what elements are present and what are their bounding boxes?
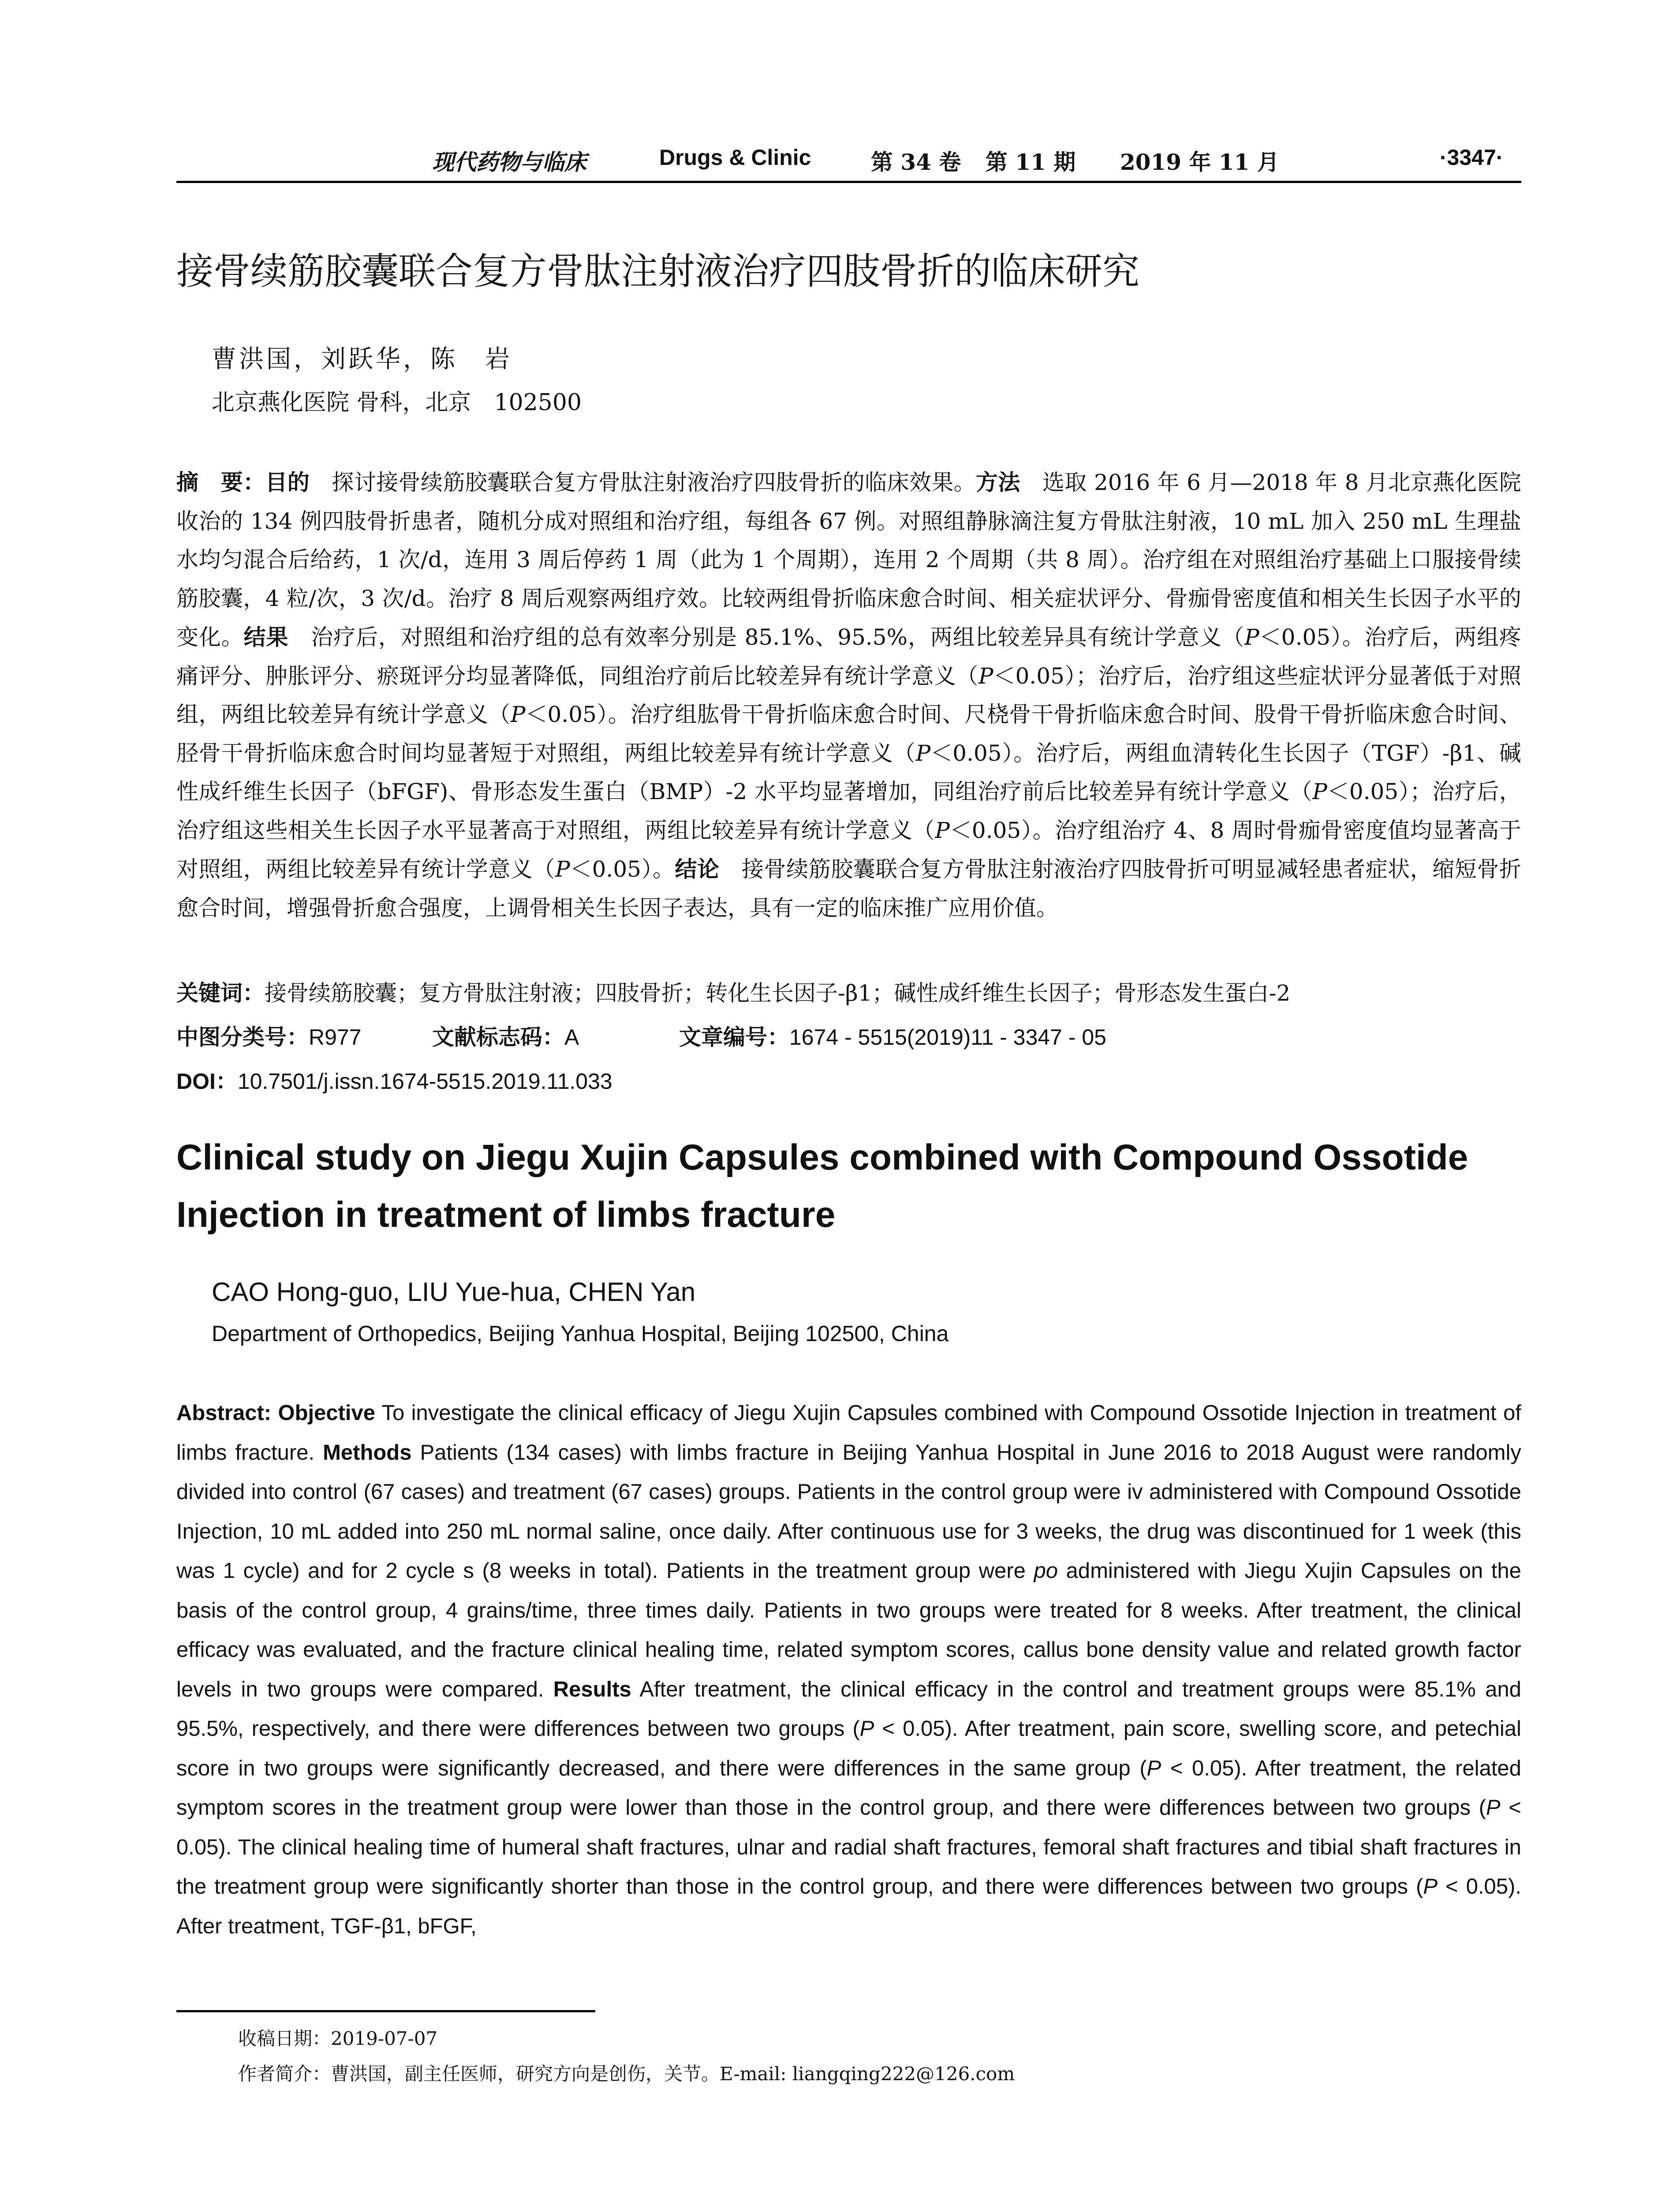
methods-label-en: Methods: [323, 1440, 412, 1465]
authors-en: CAO Hong-guo, LIU Yue-hua, CHEN Yan: [212, 1277, 696, 1307]
article-number-value: 1674 - 5515(2019)11 - 3347 - 05: [789, 1025, 1107, 1050]
article-title-en: Clinical study on Jiegu Xujin Capsules combined with Compound Ossotide Injection in treatment of limbs fracture: [176, 1137, 1468, 1235]
classification-line: [176, 1020, 1521, 1051]
results-text-cn: ＜0.05）。: [570, 856, 675, 882]
authors-cn: 曹洪国，刘跃华，陈 岩: [212, 345, 512, 374]
keywords-label: 关键词：: [176, 980, 265, 1006]
doi-link[interactable]: 10.7501/j.issn.1674-5515.2019.11.033: [237, 1069, 612, 1094]
volume: 第 34 卷: [871, 149, 961, 175]
results-text-cn: 治疗后，对照组和治疗组的总有效率分别是 85.1%、95.5%，两组比较差异具有统计学意义（: [288, 624, 1245, 650]
page-number: ·3347·: [1440, 145, 1504, 170]
results-label-cn: 结果: [243, 624, 289, 650]
methods-label-cn: 方法: [976, 469, 1020, 495]
results-text-cn: ＜0.05）。治疗后，两组疼痛评分、肿胀评分、瘀斑评分均显著降低，同组治疗前后比较差异有统计学意义（: [176, 624, 1522, 689]
article-number-field: [679, 1020, 1106, 1051]
journal-name-cn: 现代药物与临床: [432, 149, 586, 175]
abstract-label-cn: 摘 要：: [176, 469, 265, 495]
route-po: po: [1034, 1559, 1058, 1583]
p-value-symbol: P: [978, 663, 993, 689]
doc-code-field: [432, 1020, 679, 1051]
footnote-divider: [176, 2010, 595, 2012]
results-text-cn: ＜0.05）；治疗后，治疗组这些相关生长因子水平显著高于对照组，两组比较差异有统计学意义（: [176, 779, 1521, 843]
clc-label: 中图分类号：: [176, 1024, 309, 1050]
results-text-cn: ＜0.05）。治疗组治疗 4、8 周时骨痂骨密度值均显著高于对照组，两组比较差异有统计学意义（: [176, 817, 1521, 882]
results-text-en: After treatment, the clinical efficacy in the control and treatment groups were 85.1% and 95.5%, respectively, and there were differences between two groups (: [176, 1677, 1521, 1741]
doc-code-label: 文献标志码：: [432, 1024, 564, 1050]
p-value-symbol: P: [1312, 779, 1327, 804]
results-text-en: < 0.05). After treatment, TGF-β1, bFGF,: [176, 1875, 1521, 1938]
issue: 第 11 期: [986, 149, 1076, 175]
p-value-symbol: P: [1423, 1875, 1438, 1899]
results-text-en: < 0.05). After treatment, the related symptom scores in the treatment group were lower than those in the control group, and there were differences between two groups (: [176, 1756, 1521, 1820]
abstract-cn: [176, 463, 1521, 927]
objective-label-cn: 目的: [265, 469, 310, 495]
running-header: [176, 132, 1521, 183]
objective-label-en: Objective: [278, 1401, 376, 1425]
results-text-en: < 0.05). The clinical healing time of humeral shaft fractures, ulnar and radial shaft fractures, femoral shaft fractures and tibial shaft fractures in the treatment group were significantly shorter than those in the control group, and there were differences between two groups (: [176, 1796, 1521, 1899]
methods-text-cn: 选取 2016 年 6 月—2018 年 8 月北京燕化医院收治的 134 例四肢骨折患者，随机分成对照组和治疗组，每组各 67 例。对照组静脉滴注复方骨肽注射液，10 mL 加入 250 mL 生理盐水均匀混合后给药，1 次/d，连用 3 周后停药 1 周（此为 1 个周期），连用 2 个周期（共 8 周）。治疗组在对照组治疗基础上口服接骨续筋胶囊，4 粒/次，3 次/d。治疗 8 周后观察两组疗效。比较两组骨折临床愈合时间、相关症状评分、骨痂骨密度值和相关生长因子水平的变化。: [176, 470, 1522, 650]
doc-code-value: A: [564, 1025, 579, 1050]
affiliation-en: Department of Orthopedics, Beijing Yanhua Hospital, Beijing 102500, China: [212, 1321, 949, 1346]
conclusion-label-cn: 结论: [675, 856, 720, 882]
results-text-en: < 0.05). After treatment, pain score, swelling score, and petechial score in two groups were significantly decreased, and there were differences in the same group (: [176, 1717, 1521, 1780]
issue-date: 2019 年 11 月: [1120, 149, 1279, 175]
p-value-symbol: P: [1486, 1796, 1501, 1820]
methods-text-en: Patients (134 cases) with limbs fracture in Beijing Yanhua Hospital in June 2016 to 2018 August were randomly divided into control (67 cases) and treatment (67 cases) groups. Patients in the control group were iv administered with Compound Ossotide Injection, 10 mL added into 250 mL normal saline, once daily. After continuous use for 3 weeks, the drug was discontinued for 1 week (this was 1 cycle) and for 2 cycle s (8 weeks in total). Patients in the treatment group were: [176, 1440, 1521, 1583]
results-text-cn: ＜0.05）。治疗后，两组血清转化生长因子（TGF）-β1、碱性成纤维生长因子（bFGF)、骨形态发生蛋白（BMP）-2 水平均显著增加，同组治疗前后比较差异有统计学意义（: [176, 740, 1521, 804]
results-text-cn: ＜0.05）。治疗组肱骨干骨折临床愈合时间、尺桡骨干骨折临床愈合时间、股骨干骨折临床愈合时间、胫骨干骨折临床愈合时间均显著短于对照组，两组比较差异有统计学意义（: [176, 702, 1522, 766]
clc-field: [176, 1020, 432, 1051]
conclusion-text-cn: 接骨续筋胶囊联合复方骨肽注射液治疗四肢骨折可明显减轻患者症状，缩短骨折愈合时间，增强骨折愈合强度，上调骨相关生长因子表达，具有一定的临床推广应用价值。: [176, 856, 1522, 921]
p-value-symbol: P: [859, 1717, 874, 1741]
methods-text-en: administered with Jiegu Xujin Capsules on the basis of the control group, 4 grains/time, three times daily. Patients in two groups were treated for 8 weeks. After treatment, the clinical efficacy was evaluated, and the fracture clinical healing time, related symptom scores, callus bone density value and related growth factor levels in two groups were compared.: [176, 1559, 1521, 1701]
article-title-cn: 接骨续筋胶囊联合复方骨肽注射液治疗四肢骨折的临床研究: [176, 250, 1140, 292]
article-number-label: 文章编号：: [679, 1024, 789, 1050]
author-bio: 作者简介：曹洪国，副主任医师，研究方向是创伤，关节。E-mail: liangqing222@126.com: [238, 2063, 1015, 2085]
doi-label: DOI：: [176, 1069, 238, 1094]
p-value-symbol: P: [935, 817, 950, 843]
results-text-cn: ＜0.05）；治疗后，治疗组这些症状评分显著低于对照组，两组比较差异有统计学意义（: [176, 663, 1522, 727]
results-label-en: Results: [553, 1677, 631, 1701]
keywords-list: 接骨续筋胶囊；复方骨肽注射液；四肢骨折；转化生长因子-β1；碱性成纤维生长因子；骨形态发生蛋白-2: [265, 980, 1291, 1006]
journal-name-en: Drugs & Clinic: [659, 145, 811, 170]
clc-value: R977: [309, 1025, 362, 1050]
doi-line: [176, 1064, 1521, 1095]
p-value-symbol: P: [510, 702, 526, 727]
objective-text-en: To investigate the clinical efficacy of Jiegu Xujin Capsules combined with Compound Ossotide Injection in treatment of limbs fracture.: [176, 1401, 1521, 1465]
abstract-label-en: Abstract:: [176, 1401, 278, 1425]
p-value-symbol: P: [915, 740, 931, 766]
p-value-symbol: P: [1146, 1756, 1161, 1780]
keywords-cn: [176, 975, 1521, 1007]
p-value-symbol: P: [1244, 624, 1259, 650]
abstract-en: [176, 1394, 1521, 1946]
received-date: 收稿日期：2019-07-07: [238, 2028, 438, 2049]
objective-text-cn: 探讨接骨续筋胶囊联合复方骨肽注射液治疗四肢骨折的临床效果。: [310, 470, 976, 495]
p-value-symbol: P: [555, 856, 570, 882]
affiliation-cn: 北京燕化医院 骨科，北京 102500: [212, 389, 582, 416]
